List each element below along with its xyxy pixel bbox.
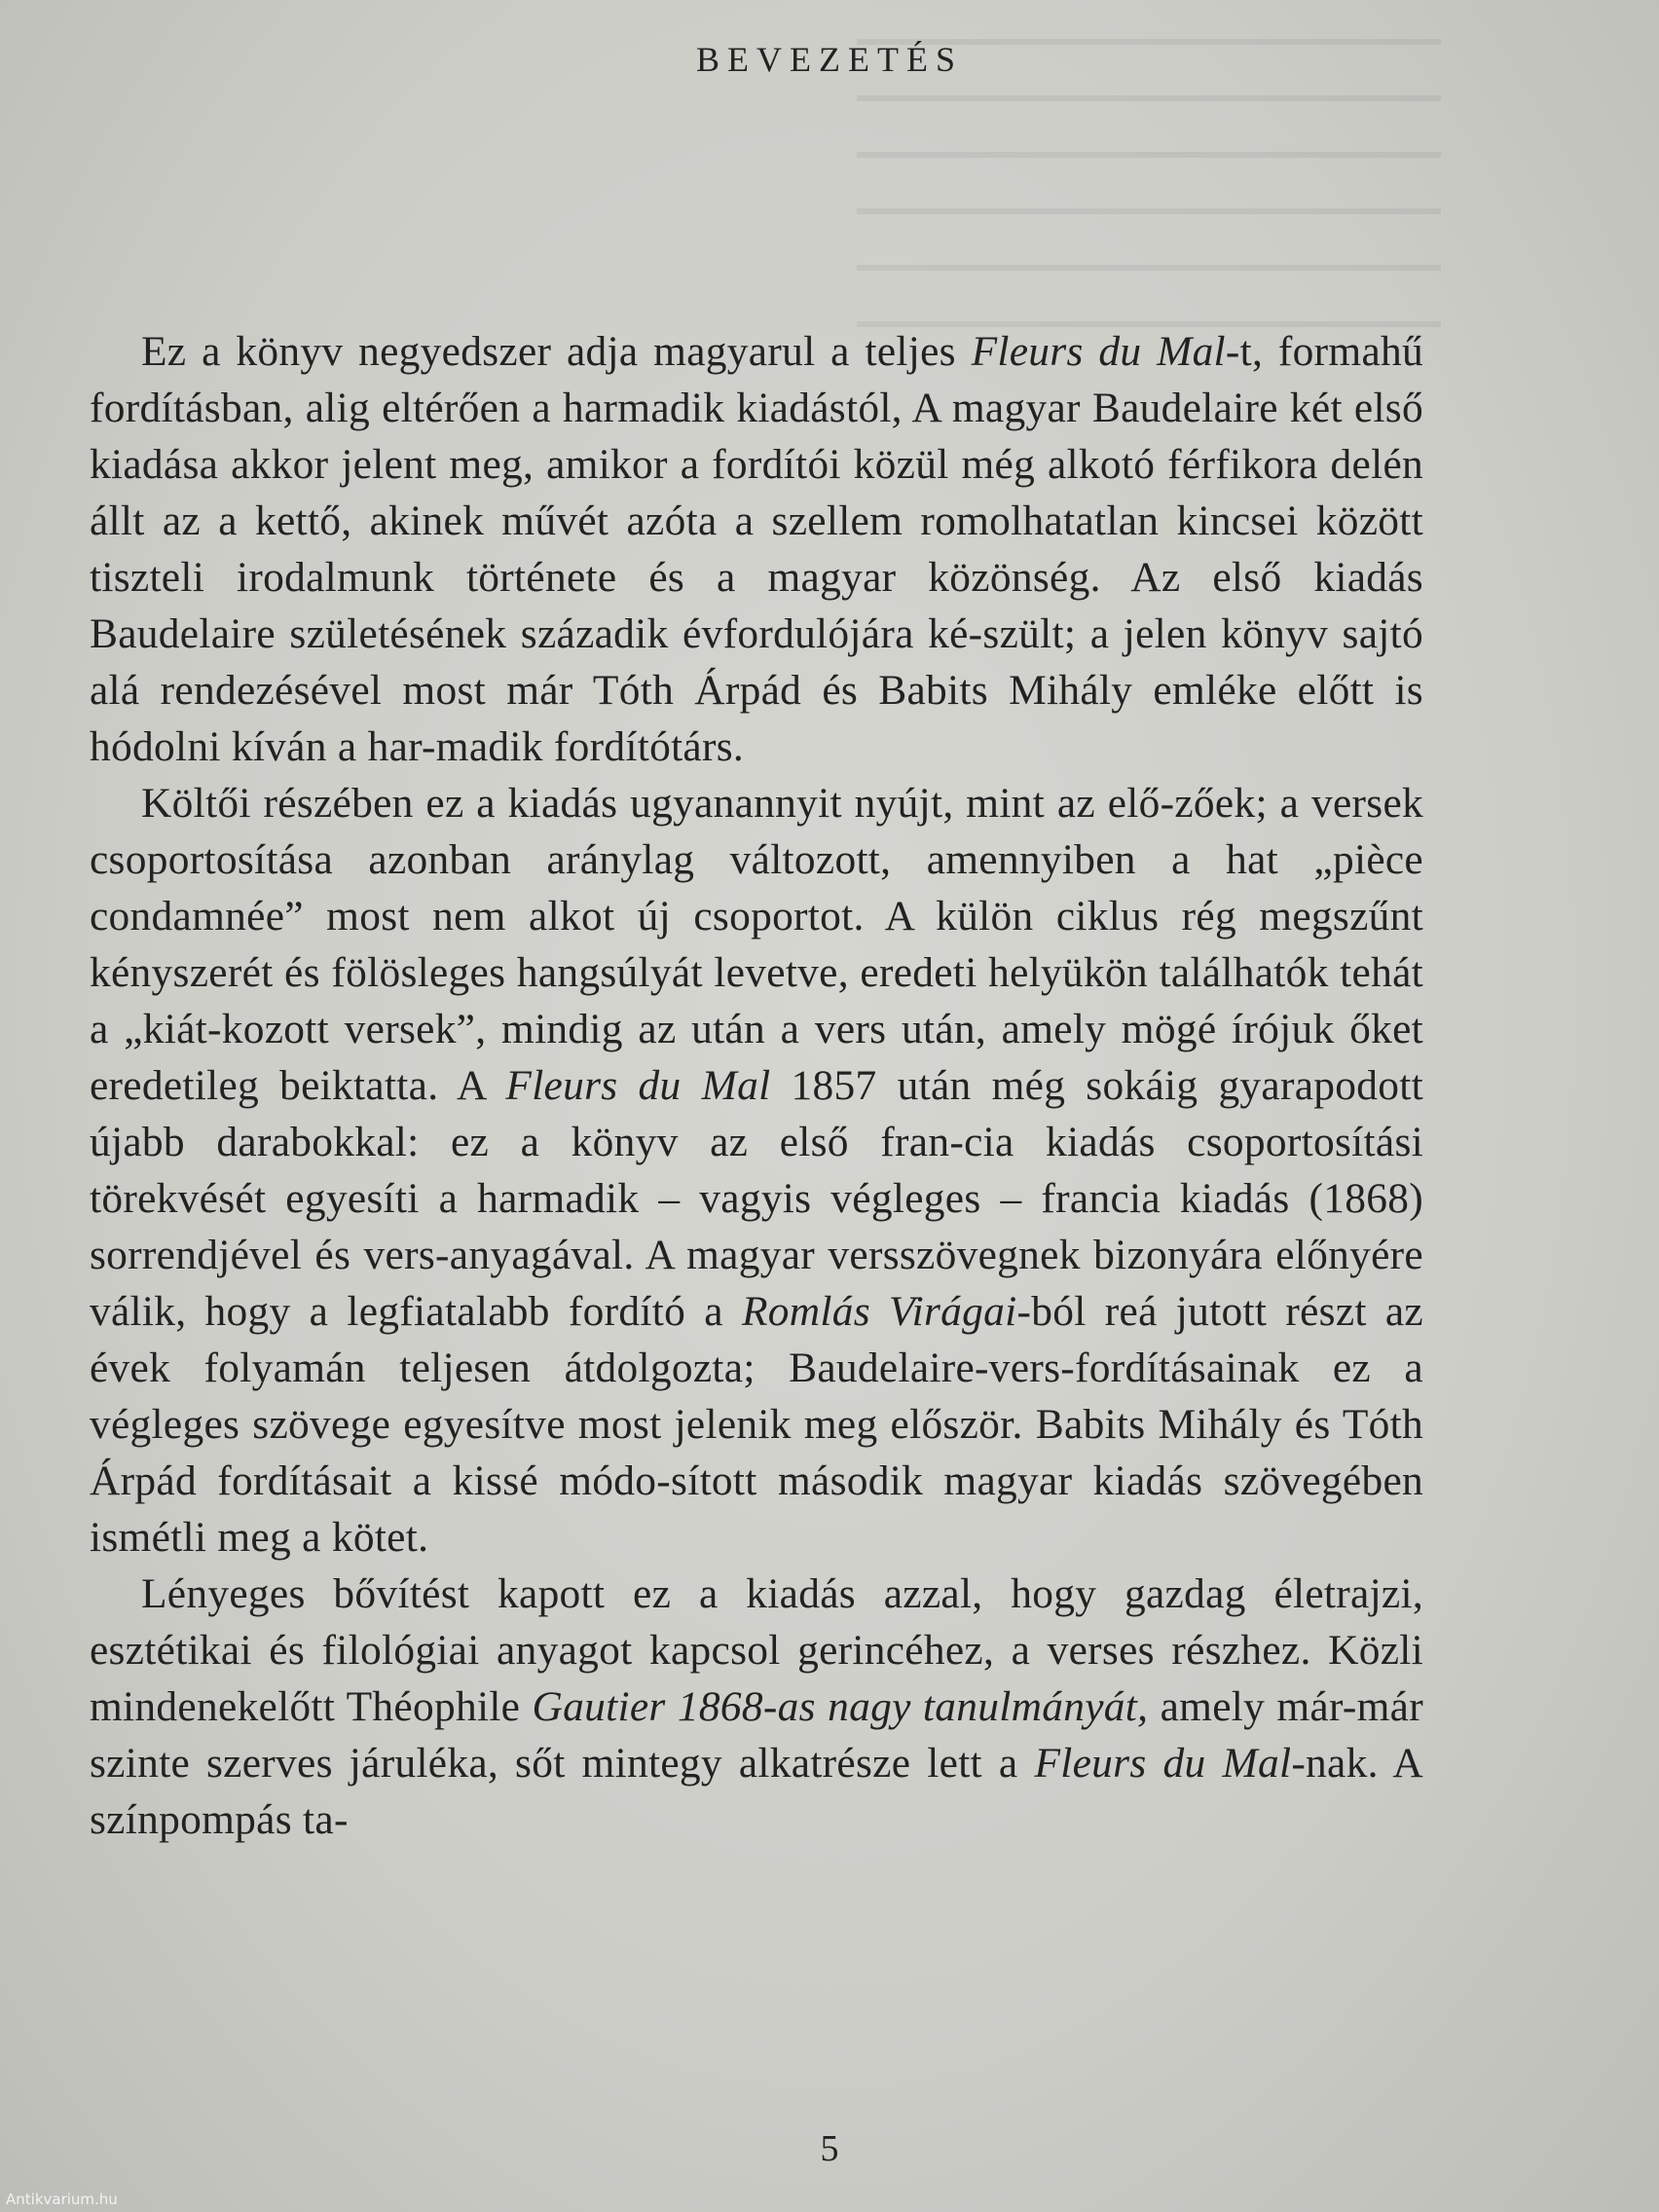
watermark: Antikvarium.hu <box>6 2191 118 2208</box>
italic-title: Gautier 1868-as nagy tanulmányát, <box>532 1683 1149 1730</box>
text-run: Ez a könyv negyedszer adja magyarul a teljes <box>141 328 972 375</box>
bleed-through-shadow <box>857 39 1441 331</box>
page-number: 5 <box>820 2128 839 2169</box>
italic-title: Fleurs du Mal <box>1034 1740 1292 1787</box>
text-run: 1857 után még sokáig gyarapodott újabb darabokkal: ez a könyv az első fran-​cia kiadás csoportosítási törekvését egyesíti a harmadik – vagyis végleges – francia kiadás (1868) sorrendjével és vers-​anyagával. A magyar versszövegnek bizonyára előnyére válik, hogy a legfiatalabb fordító a <box>90 1062 1423 1335</box>
text-run: Költői részében ez a kiadás ugyanannyit nyújt, mint az elő-​zőek; a versek csoportosítása azonban aránylag változott, amennyiben a hat „pièce condamnée” most nem alkot új csoportot. A külön ciklus rég megszűnt kényszerét és fölösleges hangsúlyát levetve, eredeti helyükön találhatók tehát a „kiát-​kozott versek”, mindig az után a vers után, amely mögé írójuk őket eredetileg beiktatta. A <box>90 780 1423 1109</box>
paragraph <box>90 1566 1423 1848</box>
chapter-heading: BEVEZETÉS <box>696 40 963 79</box>
italic-title: Romlás Virágai <box>741 1288 1017 1335</box>
body-text <box>90 323 1423 1848</box>
text-run: -nak. A színpompás ta- <box>90 1740 1423 1843</box>
text-run: -t, formahű fordításban, alig eltérően a harmadik kiadástól, A magyar Baudelaire két első kiadása akkor jelent meg, amikor a fordítói közül még alkotó férfikora delén állt az a kettő, akinek művét azóta a szellem romolhatatlan kincsei között tiszteli irodalmunk története és a magyar közönség. Az első kiadás Baudelaire születésének századik évfordulójára ké-​szült; a jelen könyv sajtó alá rendezésével most már Tóth Árpád és Babits Mihály emléke előtt is hódolni kíván a har-​madik fordítótárs. <box>90 328 1424 770</box>
paragraph <box>90 775 1423 1566</box>
italic-title: Fleurs du Mal <box>505 1062 771 1109</box>
text-run: Lényeges bővítést kapott ez a kiadás azzal, hogy gazdag életrajzi, esztétikai és filológiai anyagot kapcsol gerincéhez, a verses részhez. Közli mindenekelőtt Théophile <box>90 1570 1423 1730</box>
text-run: amely már-már szinte szerves járuléka, sőt mintegy alkatrésze lett a <box>90 1683 1423 1787</box>
text-run: -ból reá jutott részt az évek folyamán teljesen átdolgozta; Baudelaire-vers-​fordításainak ez a végleges szövege egyesítve most jelenik meg először. Babits Mihály és Tóth Árpád fordításait a kissé módo-​sított második magyar kiadás szövegében ismétli meg a kötet. <box>90 1288 1423 1561</box>
italic-title: Fleurs du Mal <box>971 328 1226 375</box>
paragraph <box>90 323 1423 775</box>
